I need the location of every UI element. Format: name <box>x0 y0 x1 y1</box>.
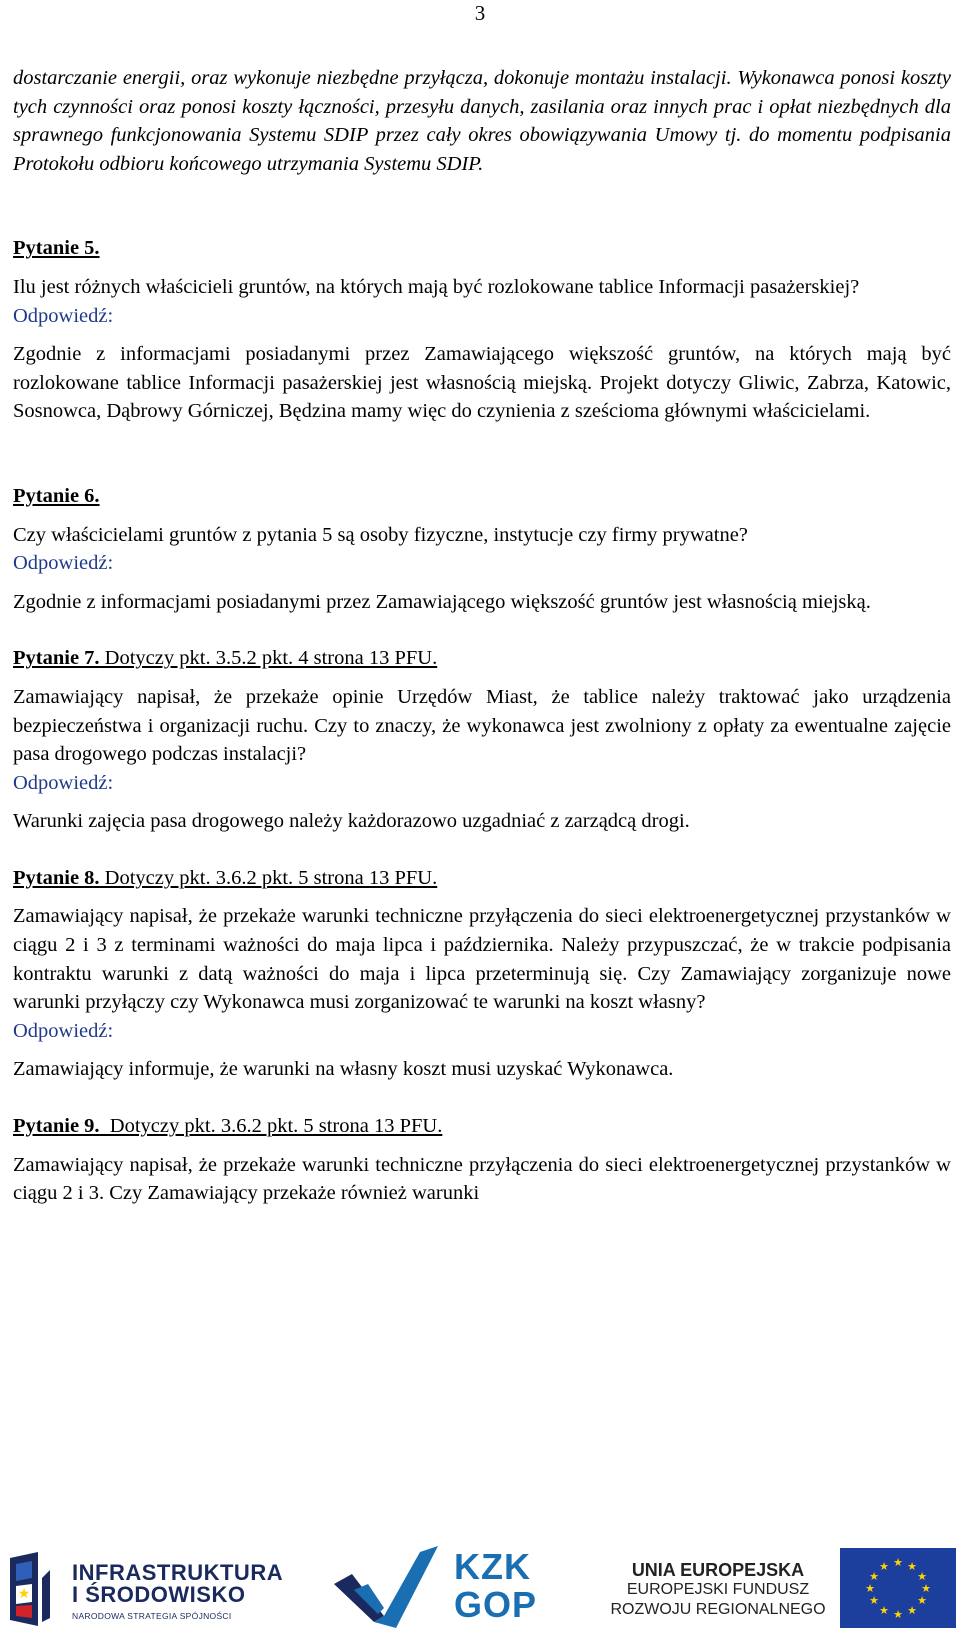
kzk-wordmark: KZK GOP <box>454 1546 538 1625</box>
document-body <box>13 64 951 1208</box>
answer-label-7: Odpowiedź: <box>13 771 114 794</box>
kzk-emblem-icon <box>334 1544 446 1630</box>
svg-text:★: ★ <box>879 1604 889 1617</box>
question-6-title: Pytanie 6. <box>13 484 100 507</box>
ue-wordmark: UNIA EUROPEJSKA EUROPEJSKI FUNDUSZ ROZWOJU REGIONALNEGO <box>610 1560 826 1618</box>
question-5-text: Ilu jest różnych właścicieli gruntów, na których mają być rozlokowane tablice Informacji pasażerskiej? <box>13 275 860 298</box>
question-7-title: Pytanie 7. Dotyczy pkt. 3.5.2 pkt. 4 strona 13 PFU. <box>13 647 438 670</box>
svg-text:★: ★ <box>917 1594 927 1607</box>
intro-paragraph: dostarczanie energii, oraz wykonuje niezbędne przyłącza, dokonuje montażu instalacji. Wykonawca ponosi koszty tych czynności oraz ponosi koszty łączności, przesyłu danych, zasilania oraz innych prac i opłat niezbędnych dla sprawnego funkcjonowania Systemu SDIP przez cały okres obowiązywania Umowy tj. do momentu podpisania Protokołu odbioru końcowego utrzymania Systemu SDIP. <box>13 67 951 175</box>
svg-text:★: ★ <box>17 1586 31 1602</box>
answer-label-8: Odpowiedź: <box>13 1019 114 1042</box>
is-emblem-icon <box>10 1548 70 1628</box>
svg-text:★: ★ <box>921 1582 931 1595</box>
svg-text:★: ★ <box>907 1560 917 1573</box>
question-5-title: Pytanie 5. <box>13 237 100 260</box>
eu-flag-icon <box>840 1548 956 1628</box>
infrastruktura-srodowisko-logo <box>10 1548 284 1628</box>
svg-text:★: ★ <box>893 1608 903 1621</box>
question-8-title: Pytanie 8. Dotyczy pkt. 3.6.2 pkt. 5 strona 13 PFU. <box>13 866 438 889</box>
question-8-text: Zamawiający napisał, że przekaże warunki techniczne przyłączenia do sieci elektroenergetycznej przystanków w ciągu 2 i 3 z terminami ważności do maja lipca i października. Należy przypuszczać, że w trakcie podpisania kontraktu warunki z datą ważności do maja i lipca przeterminują się. Czy Zamawiający zorganizuje nowe warunki przyłączy czy Wykonawca musi zorganizować te warunki na koszt własny? <box>13 905 951 1014</box>
svg-text:★: ★ <box>879 1560 889 1573</box>
question-9-text: Zamawiający napisał, że przekaże warunki techniczne przyłączenia do sieci elektroenergetycznej przystanków w ciągu 2 i 3. Czy Zamawiający przekaże również warunki <box>13 1153 951 1205</box>
answer-7-text: Warunki zajęcia pasa drogowego należy każdorazowo uzgadniać z zarządcą drogi. <box>13 810 690 833</box>
answer-label-6: Odpowiedź: <box>13 552 114 575</box>
question-9-title: Pytanie 9. Dotyczy pkt. 3.6.2 pkt. 5 strona 13 PFU. <box>13 1115 443 1138</box>
question-7-text: Zamawiający napisał, że przekaże opinie Urzędów Miast, że tablice należy traktować jako urządzenia bezpieczeństwa i organizacji ruchu. Czy to znaczy, że wykonawca jest zwolniony z opłaty za ewentualne zajęcie pasa drogowego podczas instalacji? <box>13 685 951 766</box>
answer-6-text: Zgodnie z informacjami posiadanymi przez Zamawiającego większość gruntów jest własnością miejską. <box>13 590 871 613</box>
page-number: 3 <box>474 1 486 25</box>
svg-text:★: ★ <box>869 1570 879 1583</box>
answer-label-5: Odpowiedź: <box>13 304 114 327</box>
svg-text:★: ★ <box>907 1604 917 1617</box>
question-6-text: Czy właścicielami gruntów z pytania 5 są osoby fizyczne, instytucje czy firmy prywatne? <box>13 523 748 546</box>
question-9-ref: Dotyczy pkt. 3.6.2 pkt. 5 strona 13 PFU. <box>99 1115 443 1138</box>
question-7-ref: Dotyczy pkt. 3.5.2 pkt. 4 strona 13 PFU. <box>99 647 438 670</box>
svg-text:★: ★ <box>917 1570 927 1583</box>
footer-logos <box>0 1540 960 1633</box>
svg-text:★: ★ <box>865 1582 875 1595</box>
unia-europejska-logo <box>600 1548 956 1628</box>
question-8-ref: Dotyczy pkt. 3.6.2 pkt. 5 strona 13 PFU. <box>99 866 438 889</box>
svg-text:★: ★ <box>869 1594 879 1607</box>
is-wordmark: INFRASTRUKTURA I ŚRODOWISKO NARODOWA STRATEGIA SPÓJNOŚCI <box>72 1560 284 1621</box>
answer-8-text: Zamawiający informuje, że warunki na własny koszt musi uzyskać Wykonawca. <box>13 1058 674 1081</box>
answer-5-text: Zgodnie z informacjami posiadanymi przez Zamawiającego większość gruntów, na których mają być rozlokowane tablice Informacji pasażerskiej jest własnością miejską. Projekt dotyczy Gliwic, Zabrza, Katowic, Sosnowca, Dąbrowy Górniczej, Będzina mamy więc do czynienia z sześcioma głównymi właścicielami. <box>13 343 951 423</box>
kzk-gop-logo <box>334 1544 544 1630</box>
svg-text:★: ★ <box>893 1556 903 1569</box>
